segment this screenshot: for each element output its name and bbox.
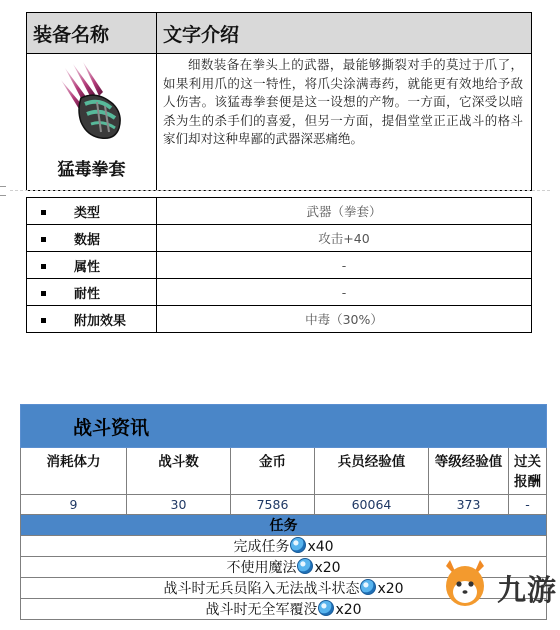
- task-header: 任务: [21, 515, 547, 536]
- col-header-troop-exp: 兵员经验值: [315, 448, 429, 495]
- stat-key: 属性: [74, 259, 101, 275]
- col-header-stamina: 消耗体力: [21, 448, 127, 495]
- task-row: [21, 536, 547, 557]
- stat-key: 附加效果: [74, 313, 127, 329]
- stat-value: -: [157, 279, 532, 306]
- battle-info-title: 战斗资讯: [21, 405, 547, 448]
- stat-value: 武器（拳套）: [157, 198, 532, 225]
- watermark-text: 九游: [497, 573, 558, 607]
- blue-gem-icon: [318, 600, 334, 616]
- stats-row: [27, 198, 532, 225]
- value-level-exp: 373: [429, 495, 509, 515]
- stat-key-cell: [27, 279, 157, 306]
- item-cell: [27, 54, 157, 191]
- page-edge-marker: [0, 186, 6, 196]
- header-equipment-name: 装备名称: [27, 13, 157, 54]
- task-text: 战斗时无兵员陷入无法战斗状态: [163, 581, 360, 597]
- stat-value: 中毒（30%）: [157, 306, 532, 333]
- value-troop-exp: 60064: [315, 495, 429, 515]
- value-battles: 30: [127, 495, 231, 515]
- col-header-level-exp: 等级经验值: [429, 448, 509, 495]
- task-reward: x40: [307, 539, 334, 555]
- stat-key: 类型: [74, 205, 101, 221]
- value-stamina: 9: [21, 495, 127, 515]
- col-header-battles: 战斗数: [127, 448, 231, 495]
- claw-gauntlet-icon: [57, 62, 131, 146]
- stats-row: [27, 225, 532, 252]
- blue-gem-icon: [297, 558, 313, 574]
- task-reward: x20: [335, 602, 362, 618]
- task-text: 战斗时无全军覆没: [205, 602, 318, 618]
- stat-key-cell: [27, 225, 157, 252]
- stat-value: -: [157, 252, 532, 279]
- stat-key-cell: [27, 306, 157, 333]
- bullet-icon: [41, 291, 46, 296]
- bullet-icon: [41, 210, 46, 215]
- page-break-line: [10, 190, 550, 191]
- value-row: [21, 495, 547, 515]
- task-header-row: [21, 515, 547, 536]
- stat-key-cell: [27, 252, 157, 279]
- col-header-gold: 金币: [231, 448, 315, 495]
- bullet-icon: [41, 318, 46, 323]
- stat-key-cell: [27, 198, 157, 225]
- battle-info-banner-row: [21, 405, 547, 448]
- stat-value: 攻击+40: [157, 225, 532, 252]
- task-reward: x20: [377, 581, 404, 597]
- column-header-row: [21, 448, 547, 495]
- intro-header-row: [27, 13, 532, 54]
- equipment-intro-table: [26, 12, 532, 191]
- stat-key: 数据: [74, 232, 101, 248]
- header-text-intro: 文字介绍: [157, 13, 532, 54]
- value-clear-reward: -: [509, 495, 547, 515]
- task-text: 不使用魔法: [226, 560, 297, 576]
- bullet-icon: [41, 264, 46, 269]
- stats-table: [26, 197, 532, 333]
- item-description: 细数装备在拳头上的武器，最能够撕裂对手的莫过于爪了，如果利用爪的这一特性，将爪尖涂满毒药，就能更有效地给予敌人伤害。该猛毒拳套便是这一设想的产物。一方面，它深受以暗杀为生的杀手们的喜爱，但另一方面，提倡堂堂正正战斗的格斗家们却对这种卑鄙的武器深恶痛绝。: [157, 54, 532, 191]
- stats-row: [27, 279, 532, 306]
- task-cell: [21, 536, 547, 557]
- stats-row: [27, 252, 532, 279]
- stat-key: 耐性: [74, 286, 101, 302]
- blue-gem-icon: [290, 537, 306, 553]
- bullet-icon: [41, 237, 46, 242]
- intro-body-row: [27, 54, 532, 191]
- stats-row: [27, 306, 532, 333]
- task-reward: x20: [314, 560, 341, 576]
- task-text: 完成任务: [233, 539, 290, 555]
- blue-gem-icon: [360, 579, 376, 595]
- col-header-clear-reward: 过关报酬: [509, 448, 547, 495]
- value-gold: 7586: [231, 495, 315, 515]
- item-name: 猛毒拳套: [57, 160, 126, 180]
